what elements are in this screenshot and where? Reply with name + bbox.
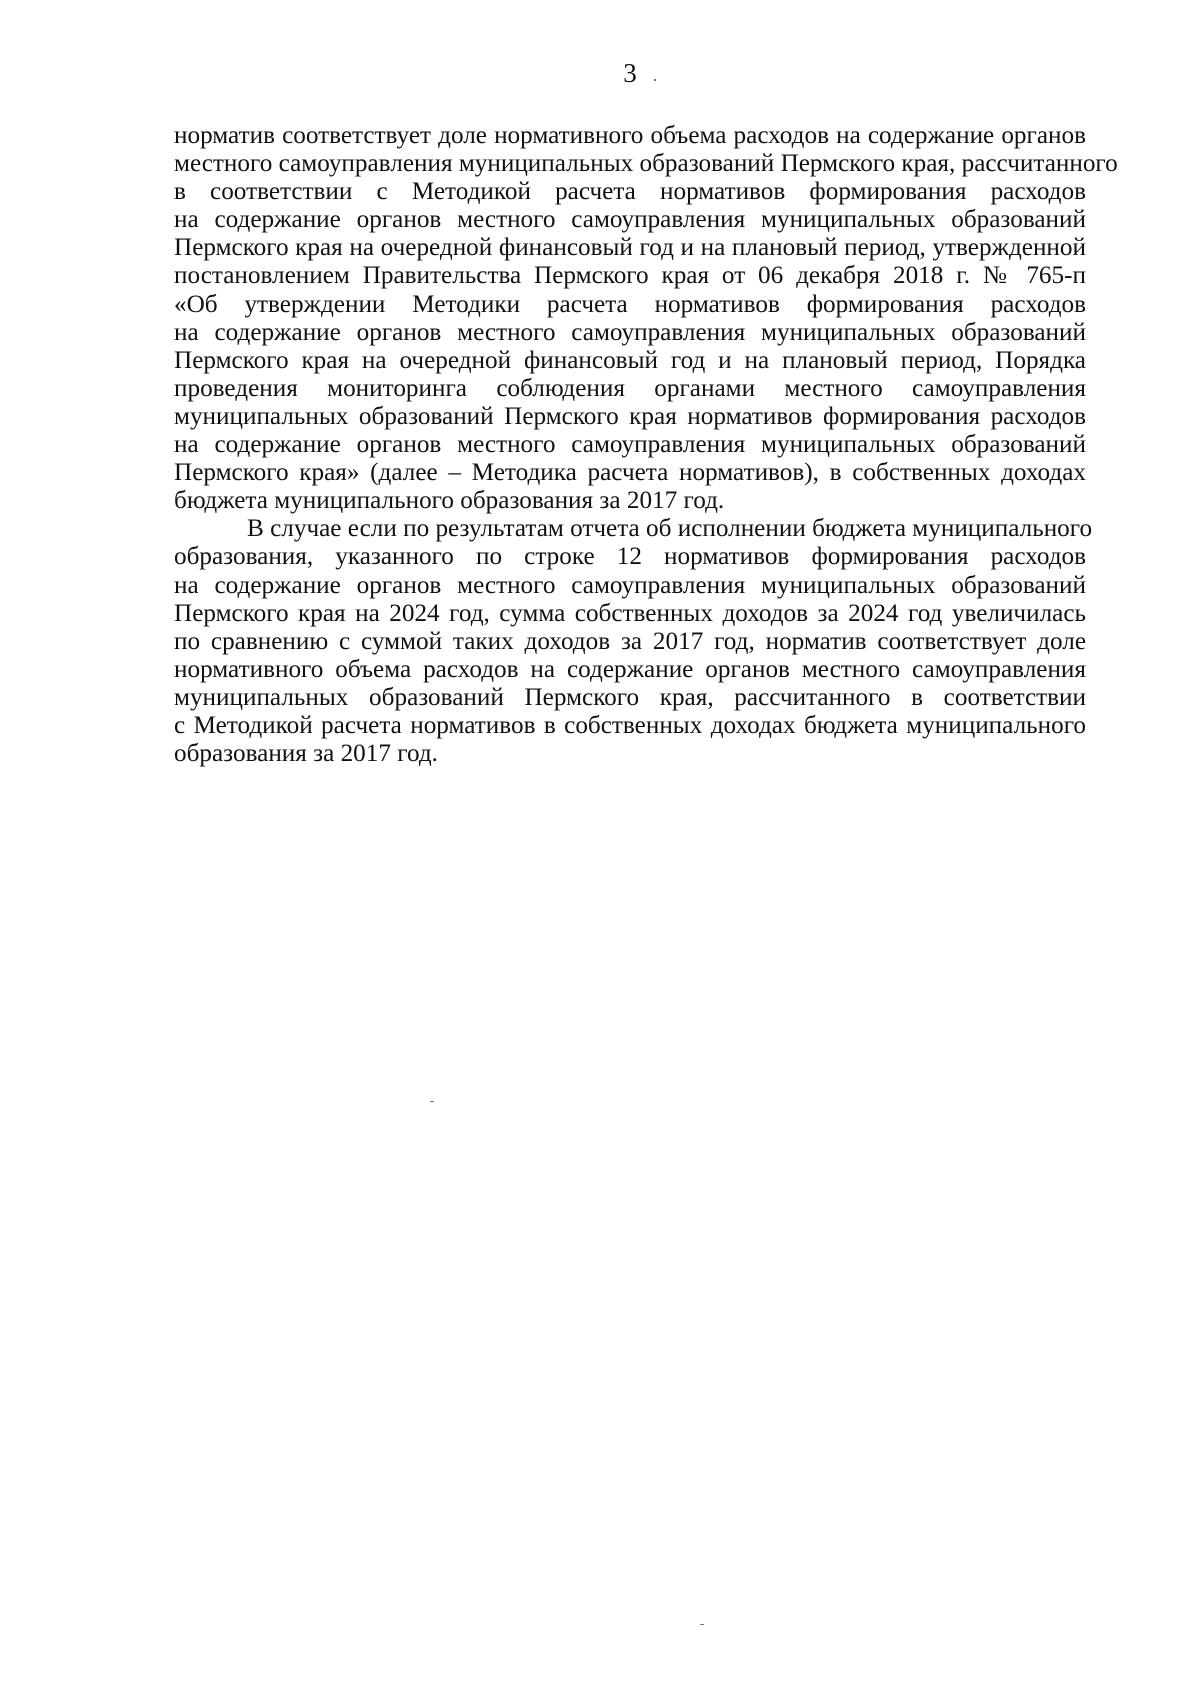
text-line: на содержание органов местного самоуправления муниципальных образований [174, 206, 1086, 234]
text-line: нормативного объема расходов на содержание органов местного самоуправления [174, 655, 1086, 683]
scan-speck [654, 79, 656, 81]
text-line: по сравнению с суммой таких доходов за 2017 год, норматив соответствует доле [174, 627, 1086, 655]
text-line: Пермского края на очередной финансовый год и на плановый период, Порядка [174, 346, 1086, 374]
text-line: норматив соответствует доле нормативного объема расходов на содержание органов [174, 122, 1086, 149]
text-line: с Методикой расчета нормативов в собственных доходах бюджета муниципального [174, 711, 1086, 739]
text-line: бюджета муниципального образования за 2017 год. [174, 487, 725, 515]
text-line: на содержание органов местного самоуправления муниципальных образований [174, 431, 1086, 459]
scan-speck [700, 1624, 704, 1625]
text-line: в соответствии с Методикой расчета нормативов формирования расходов [174, 178, 1086, 206]
document-body [174, 122, 1118, 768]
text-line: местного самоуправления муниципальных образований Пермского края, рассчитанного [174, 150, 1118, 178]
text-line: Пермского края» (далее – Методика расчета нормативов), в собственных доходах [174, 459, 1086, 487]
text-line: муниципальных образований Пермского края нормативов формирования расходов [174, 402, 1086, 430]
text-line: муниципальных образований Пермского края, рассчитанного в соответствии [174, 683, 1086, 711]
text-line: проведения мониторинга соблюдения органами местного самоуправления [174, 374, 1086, 402]
text-line: Пермского края на 2024 год, сумма собственных доходов за 2024 год увеличилась [174, 599, 1086, 627]
text-line: постановлением Правительства Пермского края от 06 декабря 2018 г. № 765-п [174, 262, 1086, 290]
page-number: 3 [623, 58, 637, 88]
text-line: образования, указанного по строке 12 нормативов формирования расходов [174, 543, 1086, 571]
text-line: на содержание органов местного самоуправления муниципальных образований [174, 571, 1086, 599]
text-line: «Об утверждении Методики расчета нормативов формирования расходов [174, 290, 1086, 318]
paragraph-2 [174, 515, 1093, 768]
text-line: Пермского края на очередной финансовый год и на плановый период, утвержденной [174, 234, 1086, 262]
paragraph-1 [174, 122, 1118, 515]
text-line: В случае если по результатам отчета об исполнении бюджета муниципального [247, 515, 1093, 543]
text-line: образования за 2017 год. [174, 740, 438, 768]
scan-speck [430, 1101, 434, 1102]
text-line: на содержание органов местного самоуправления муниципальных образований [174, 318, 1086, 346]
